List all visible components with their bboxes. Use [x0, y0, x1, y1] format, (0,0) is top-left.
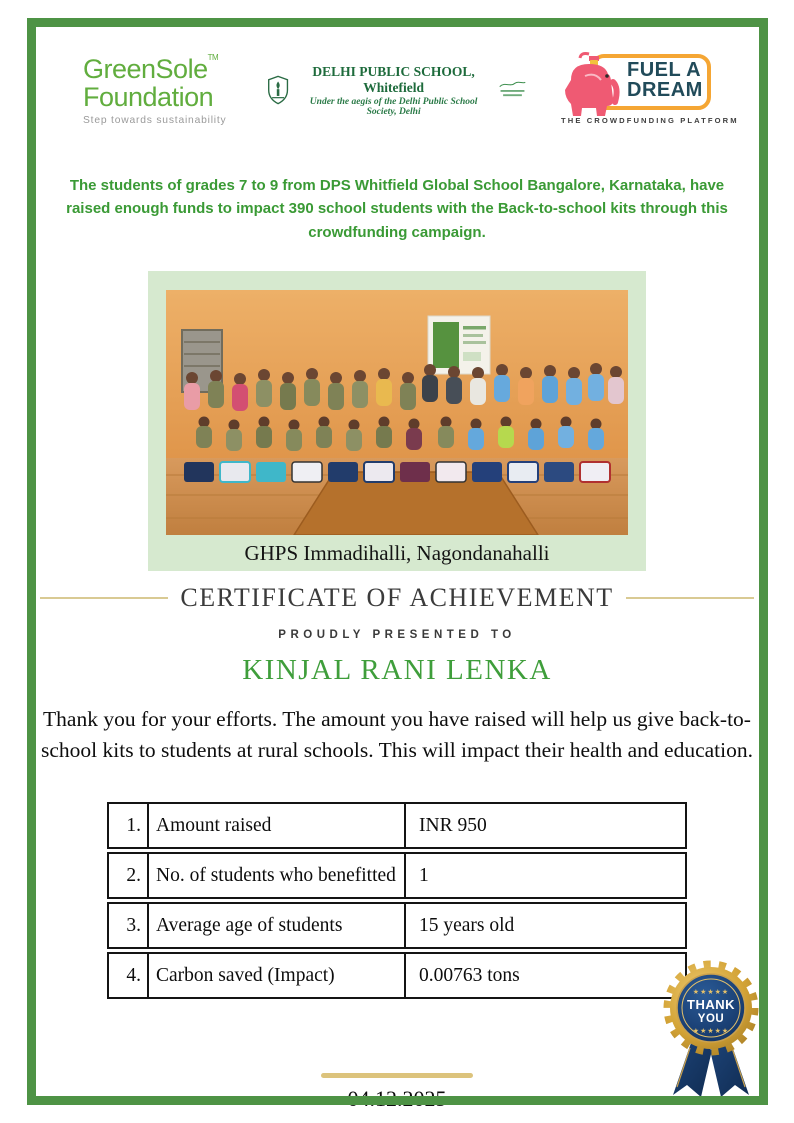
dps-whitefield-logo: [267, 64, 527, 117]
photo-caption: GHPS Immadihalli, Nagondanahalli: [244, 540, 550, 565]
row-value: 0.00763 tons: [419, 964, 520, 986]
date-rule: [321, 1073, 473, 1078]
campaign-intro-text: The students of grades 7 to 9 from DPS Whitfield Global School Bangalore, Karnataka, have raised enough funds to impact 390 school students with the Back-to-school kits through this crowdfunding campaign.: [66, 177, 728, 241]
thank-you-badge: [652, 956, 770, 1111]
badge-line2: YOU: [697, 1013, 725, 1025]
table-row: [107, 902, 687, 949]
elephant-fuel-icon: [561, 50, 627, 124]
greensole-wordmark: GreenSole: [83, 54, 208, 85]
row-number: 4.: [109, 954, 149, 997]
row-number: 1.: [109, 804, 149, 847]
row-value: 15 years old: [419, 914, 515, 936]
row-number: 2.: [109, 854, 149, 897]
heading-right-rule: [626, 597, 754, 599]
fuel-a-dream-tagline: THE CROWDFUNDING PLATFORM: [561, 116, 739, 125]
impact-table: [107, 802, 687, 999]
row-value: INR 950: [419, 814, 487, 836]
fuel-a-dream-word1: FUEL A: [627, 59, 702, 81]
thank-you-rosette-icon: [652, 956, 770, 1106]
greensole-foundation-logo: [83, 54, 233, 125]
certificate-heading: CERTIFICATE OF ACHIEVEMENT: [180, 582, 614, 612]
dps-title: DELHI PUBLIC SCHOOL, Whitefield: [312, 63, 475, 95]
thank-you-message: Thank you for your efforts. The amount you have raised will help us give back-to-school kits to students at rural schools. This will impact their health and education.: [41, 706, 753, 762]
school-group-photo: [166, 290, 628, 535]
table-row: [107, 952, 687, 999]
dps-crest-icon: [267, 72, 289, 108]
greensole-tagline: Step towards sustainability: [83, 114, 227, 126]
row-label: Amount raised: [149, 804, 406, 847]
recipient-name: KINJAL RANI LENKA: [242, 653, 552, 686]
fuel-a-dream-logo: [561, 50, 739, 130]
logo-row: [0, 0, 794, 130]
greensole-foundation-wordmark: Foundation: [83, 82, 214, 113]
dps-society-signature-mark: [498, 78, 527, 102]
row-number: 3.: [109, 904, 149, 947]
certificate-heading-row: [0, 583, 794, 613]
fuel-a-dream-word2: DREAM: [627, 79, 703, 101]
certificate-date: 04.12.2025: [347, 1086, 447, 1112]
table-row: [107, 852, 687, 899]
row-label: No. of students who benefitted: [149, 854, 406, 897]
badge-line1: THANK: [687, 997, 735, 1012]
dps-subtitle: Under the aegis of the Delhi Public School Society, Delhi: [309, 96, 478, 117]
school-photo-card: [148, 271, 646, 571]
row-label: Carbon saved (Impact): [149, 954, 406, 997]
heading-left-rule: [40, 597, 168, 599]
trademark-mark: TM: [207, 53, 219, 63]
presented-to-label: PROUDLY PRESENTED TO: [278, 628, 516, 641]
table-row: [107, 802, 687, 849]
row-label: Average age of students: [149, 904, 406, 947]
badge-stars-top: ★★★★★: [692, 989, 730, 996]
badge-stars-bottom: ★★★★★: [692, 1028, 730, 1035]
row-value: 1: [419, 864, 429, 886]
